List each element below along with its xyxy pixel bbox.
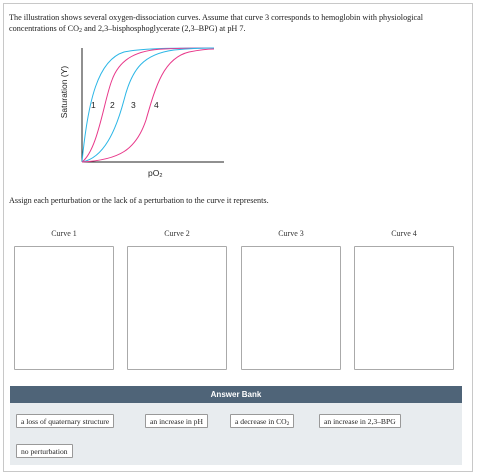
curve-3-label: 3 bbox=[131, 100, 136, 110]
question-line-2: concentrations of $CO_2$ and 2,3–bisphosphoglycerate (2,3–BPG) at pH 7. bbox=[9, 24, 246, 34]
answer-chip-bpg[interactable]: an increase in 2,3–BPG bbox=[319, 414, 401, 428]
curve-4-label: 4 bbox=[154, 100, 159, 110]
target-curve-2 bbox=[127, 229, 227, 370]
curve-2-label: 2 bbox=[110, 100, 115, 110]
answer-chip-quaternary[interactable]: a loss of quaternary structure bbox=[16, 414, 114, 428]
drop-zone-curve-2[interactable] bbox=[127, 246, 227, 370]
curve-4-line bbox=[82, 49, 214, 162]
drop-zone-curve-3[interactable] bbox=[241, 246, 341, 370]
curve-1-line bbox=[82, 48, 214, 162]
curve-1-label: 1 bbox=[91, 100, 96, 110]
target-title: Curve 3 bbox=[278, 229, 304, 238]
drop-zone-curve-4[interactable] bbox=[354, 246, 454, 370]
y-axis-label: Saturation (Y) bbox=[59, 65, 69, 119]
answer-bank bbox=[10, 403, 462, 465]
instruction-text: Assign each perturbation or the lack of a perturbation to the curve it represents. bbox=[9, 196, 269, 205]
curve-2-line bbox=[82, 48, 214, 162]
curve-3-line bbox=[82, 48, 214, 162]
target-curve-1 bbox=[14, 229, 114, 370]
target-title: Curve 2 bbox=[164, 229, 190, 238]
question-text bbox=[9, 12, 469, 37]
answer-chip-none[interactable]: no perturbation bbox=[16, 444, 73, 458]
answer-chip-co2[interactable]: a decrease in $CO_2$ bbox=[230, 414, 294, 428]
x-axis-label: $pO_2$ bbox=[148, 168, 163, 179]
answer-chip-ph[interactable]: an increase in pH bbox=[145, 414, 208, 428]
target-title: Curve 4 bbox=[391, 229, 417, 238]
target-title: Curve 1 bbox=[51, 229, 77, 238]
question-line-1: The illustration shows several oxygen-dissociation curves. Assume that curve 3 corresponds to hemoglobin with physiological bbox=[9, 13, 424, 22]
target-curve-4 bbox=[354, 229, 454, 370]
answer-bank-title: Answer Bank bbox=[10, 386, 462, 403]
drop-zone-curve-1[interactable] bbox=[14, 246, 114, 370]
target-curve-3 bbox=[241, 229, 341, 370]
